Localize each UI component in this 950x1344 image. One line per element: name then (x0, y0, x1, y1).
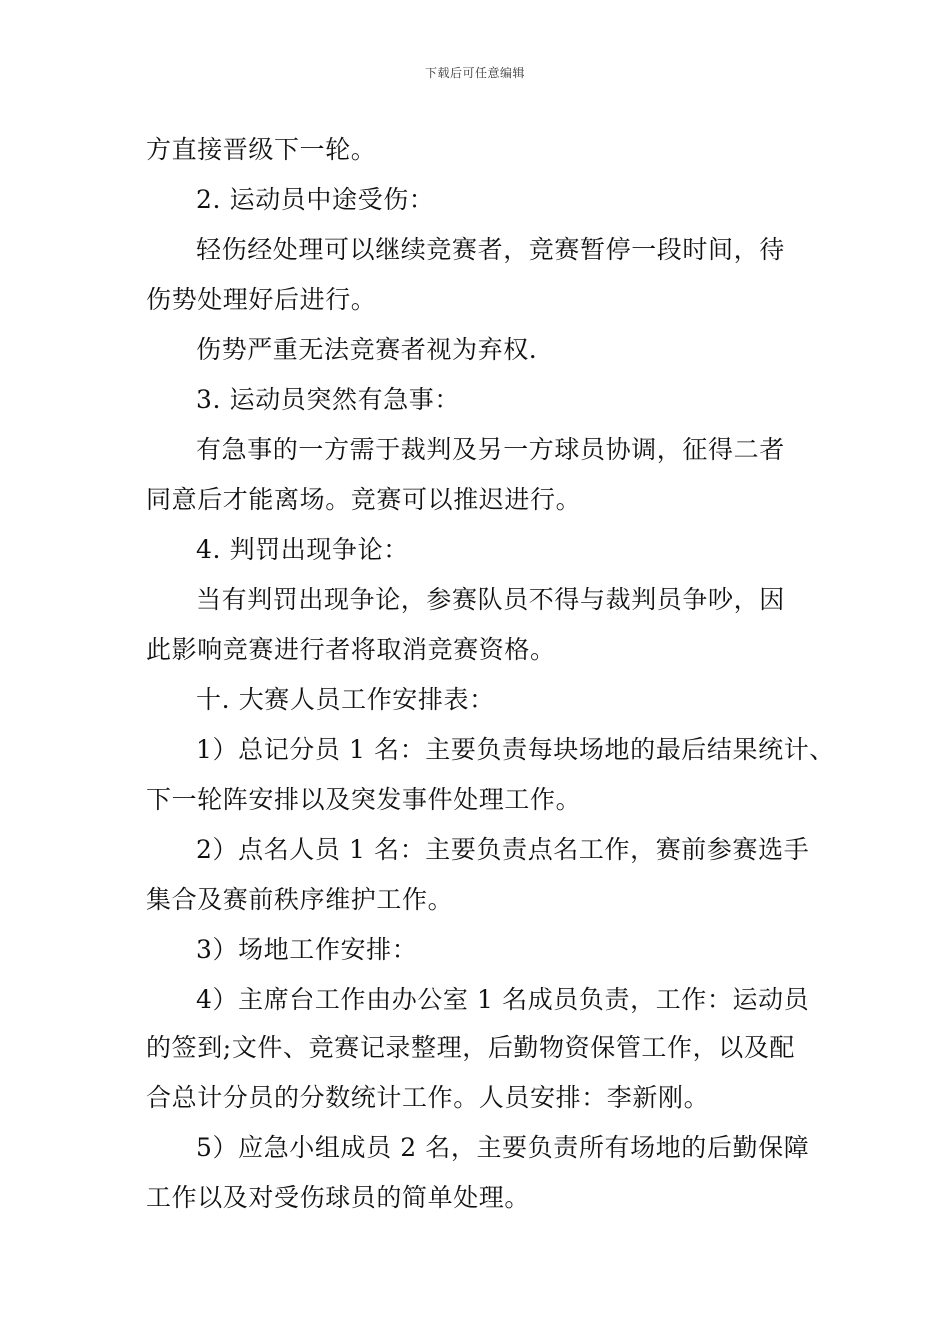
body-line: 2. 运动员中途受伤： (196, 185, 435, 214)
body-line: 伤势严重无法竞赛者视为弃权. (196, 335, 538, 364)
body-line: 轻伤经处理可以继续竞赛者，竞赛暂停一段时间，待 (196, 235, 785, 264)
body-line: 有急事的一方需于裁判及另一方球员协调，征得二者 (196, 435, 785, 464)
body-line: 3. 运动员突然有急事： (196, 385, 461, 414)
body-line: 集合及赛前秩序维护工作。 (146, 885, 454, 914)
page-header: 下载后可任意编辑 (424, 66, 525, 80)
body-line: 3）场地工作安排： (196, 935, 418, 964)
body-line: 方直接晋级下一轮。 (146, 135, 377, 164)
body-line: 2）点名人员 1 名：主要负责点名工作，赛前参赛选手 (196, 835, 810, 864)
body-line: 5）应急小组成员 2 名，主要负责所有场地的后勤保障 (196, 1133, 810, 1162)
body-line: 合总计分员的分数统计工作。人员安排：李新刚。 (146, 1083, 710, 1112)
body-line: 当有判罚出现争论，参赛队员不得与裁判员争吵，因 (196, 585, 785, 614)
body-line: 此影响竞赛进行者将取消竞赛资格。 (146, 635, 556, 664)
body-line: 4. 判罚出现争论： (196, 535, 409, 564)
body-line: 伤势处理好后进行。 (146, 285, 377, 314)
body-line: 同意后才能离场。竞赛可以推迟进行。 (146, 485, 582, 514)
body-line: 工作以及对受伤球员的简单处理。 (146, 1183, 531, 1212)
body-line: 4）主席台工作由办公室 1 名成员负责，工作：运动员 (196, 985, 810, 1014)
body-line: 1）总记分员 1 名：主要负责每块场地的最后结果统计、 (196, 735, 835, 764)
body-line: 的签到;文件、竞赛记录整理，后勤物资保管工作，以及配 (146, 1033, 796, 1062)
body-line: 十. 大赛人员工作安排表： (196, 685, 495, 714)
body-line: 下一轮阵安排以及突发事件处理工作。 (146, 785, 582, 814)
